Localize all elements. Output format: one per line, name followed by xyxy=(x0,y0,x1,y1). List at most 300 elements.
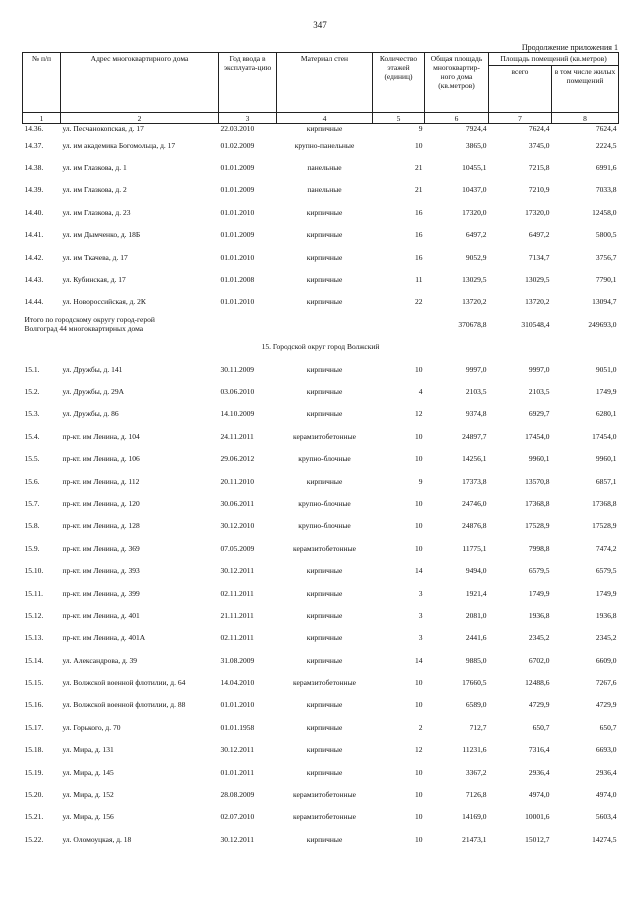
material-cell: крупно-блочные xyxy=(298,498,351,508)
table-row xyxy=(23,828,619,850)
table-row xyxy=(23,201,619,223)
living-area-cell: 6991,6 xyxy=(595,163,617,173)
row-number: 15.1. xyxy=(24,364,40,374)
premises-all-cell: 7210,9 xyxy=(528,185,550,195)
total-area-cell: 11775,1 xyxy=(462,543,487,553)
material-cell: керамзитобетонные xyxy=(293,812,356,822)
material-cell: кирпичные xyxy=(306,834,343,844)
total-area-cell: 3865,0 xyxy=(465,140,487,150)
premises-all-cell: 4729,9 xyxy=(528,700,550,710)
row-number: 15.20. xyxy=(24,790,44,800)
material-cell: крупно-блочные xyxy=(298,454,351,464)
living-area-cell: 6280,1 xyxy=(595,409,617,419)
row-number: 15.9. xyxy=(24,543,40,553)
material-cell: кирпичные xyxy=(306,700,343,710)
row-number: 15.18. xyxy=(24,745,44,755)
premises-all-cell: 17368,8 xyxy=(525,498,550,508)
address-cell: ул. Мира, д. 152 xyxy=(62,790,114,800)
living-area-cell: 9051,0 xyxy=(595,364,617,374)
address-cell: ул. им академика Богомольца, д. 17 xyxy=(62,140,176,150)
premises-all-cell: 7998,8 xyxy=(528,543,550,553)
floors-cell: 14 xyxy=(415,566,423,576)
row-number: 14.37. xyxy=(24,140,44,150)
material-cell: керамзитобетонные xyxy=(293,790,356,800)
year-cell: 01.01.2010 xyxy=(220,207,255,217)
year-cell: 02.07.2010 xyxy=(220,812,255,822)
row-number: 15.4. xyxy=(24,431,40,441)
table-row xyxy=(23,559,619,581)
row-number: 15.5. xyxy=(24,454,40,464)
living-area-cell: 17454,0 xyxy=(592,431,617,441)
premises-all-cell: 4974,0 xyxy=(528,790,550,800)
living-area-cell: 3756,7 xyxy=(595,252,617,262)
living-area-cell: 5603,4 xyxy=(595,812,617,822)
premises-all-cell: 6702,0 xyxy=(528,655,550,665)
address-cell: ул. Оломоуцкая, д. 18 xyxy=(62,834,132,844)
floors-cell: 9 xyxy=(418,476,423,486)
header-premises: Площадь помещений (кв.метров) xyxy=(489,53,619,66)
table-row xyxy=(23,671,619,693)
total-area-cell: 24897,7 xyxy=(462,431,487,441)
material-cell: кирпичные xyxy=(306,588,343,598)
year-cell: 14.10.2009 xyxy=(220,409,255,419)
floors-cell: 21 xyxy=(415,163,423,173)
material-cell: кирпичные xyxy=(306,364,343,374)
table-row xyxy=(23,156,619,178)
row-number: 14.42. xyxy=(24,252,44,262)
address-cell: пр-кт. им Ленина, д. 120 xyxy=(62,498,140,508)
living-area-cell: 14274,5 xyxy=(592,834,617,844)
living-area-cell: 5800,5 xyxy=(595,230,617,240)
floors-cell: 22 xyxy=(415,297,423,307)
header-address: Адрес многоквартирного дома xyxy=(61,53,219,113)
material-cell: кирпичные xyxy=(306,207,343,217)
premises-all-cell: 2936,4 xyxy=(528,767,550,777)
section-14-total xyxy=(23,313,619,358)
premises-all-cell: 7134,7 xyxy=(528,252,550,262)
living-area-cell: 7790,1 xyxy=(595,275,617,285)
total-area-cell: 10437,0 xyxy=(462,185,487,195)
table-row xyxy=(23,649,619,671)
total-area-cell: 9374,8 xyxy=(465,409,487,419)
header-year: Год ввода в эксплуата-цию xyxy=(219,53,277,113)
table-row xyxy=(23,492,619,514)
material-cell: кирпичные xyxy=(306,297,343,307)
premises-all-cell: 2345,2 xyxy=(528,633,550,643)
year-cell: 01.01.1958 xyxy=(220,722,255,732)
address-cell: ул. Дружбы, д. 141 xyxy=(62,364,123,374)
premises-all-cell: 15012,7 xyxy=(525,834,550,844)
total-area-cell: 9052,9 xyxy=(465,252,487,262)
total-area: 370678,8 xyxy=(458,319,487,329)
premises-all-cell: 12488,6 xyxy=(525,678,550,688)
table-row xyxy=(23,627,619,649)
address-cell: пр-кт. им Ленина, д. 128 xyxy=(62,521,140,531)
material-cell: панельные xyxy=(307,185,342,195)
year-cell: 28.08.2009 xyxy=(220,790,255,800)
total-area-cell: 24746,0 xyxy=(462,498,487,508)
table-row xyxy=(23,470,619,492)
year-cell: 30.12.2011 xyxy=(220,566,254,576)
table-row xyxy=(23,358,619,380)
table-row xyxy=(23,291,619,313)
year-cell: 22.03.2010 xyxy=(220,124,255,133)
year-cell: 29.06.2012 xyxy=(220,454,255,464)
row-number: 14.40. xyxy=(24,207,44,217)
page-number: 347 xyxy=(313,20,327,30)
row-number: 14.36. xyxy=(24,124,44,133)
floors-cell: 21 xyxy=(415,185,423,195)
premises-all-cell: 7316,4 xyxy=(528,745,550,755)
total-label xyxy=(23,313,425,335)
table-row xyxy=(23,604,619,626)
floors-cell: 16 xyxy=(415,230,423,240)
address-cell: ул. Волжской военной флотилии, д. 88 xyxy=(62,700,186,710)
address-cell: пр-кт. им Ленина, д. 104 xyxy=(62,431,140,441)
address-cell: пр-кт. им Ленина, д. 399 xyxy=(62,588,140,598)
premises-all-cell: 6579,5 xyxy=(528,566,550,576)
district-heading-row xyxy=(23,336,619,358)
housing-register-table xyxy=(22,52,619,851)
address-cell: ул. им Дымченко, д. 18Б xyxy=(62,230,141,240)
section-14-rows xyxy=(23,124,619,314)
floors-cell: 2 xyxy=(418,722,423,732)
row-number: 15.7. xyxy=(24,498,40,508)
floors-cell: 10 xyxy=(415,543,423,553)
living-area-cell: 7033,8 xyxy=(595,185,617,195)
column-number: 1 xyxy=(23,113,61,124)
material-cell: керамзитобетонные xyxy=(293,543,356,553)
header-floors: Количество этажей (единиц) xyxy=(373,53,425,113)
premises-all-cell: 7624,4 xyxy=(528,124,550,133)
table-row xyxy=(23,739,619,761)
table-row xyxy=(23,783,619,805)
total-label-line: Итого по городскому округу город-герой xyxy=(24,315,155,325)
table-row xyxy=(23,806,619,828)
header-all: всего xyxy=(489,66,552,113)
district-title: 15. Городской округ город Волжский xyxy=(261,342,380,352)
year-cell: 31.08.2009 xyxy=(220,655,255,665)
total-area-cell: 17373,8 xyxy=(462,476,487,486)
premises-all-cell: 2103,5 xyxy=(528,386,550,396)
address-cell: ул. им Глазкова, д. 23 xyxy=(62,207,131,217)
section-15-rows xyxy=(23,358,619,851)
total-area-cell: 1921,4 xyxy=(465,588,487,598)
living-area-cell: 4729,9 xyxy=(595,700,617,710)
row-number: 15.10. xyxy=(24,566,44,576)
address-cell: ул. Дружбы, д. 29А xyxy=(62,386,125,396)
total-area-cell: 13029,5 xyxy=(462,275,487,285)
total-area-cell: 17320,0 xyxy=(462,207,487,217)
material-cell: кирпичные xyxy=(306,386,343,396)
living-area-cell: 2224,5 xyxy=(595,140,617,150)
floors-cell: 10 xyxy=(415,812,423,822)
floors-cell: 10 xyxy=(415,140,423,150)
column-number: 3 xyxy=(219,113,277,124)
row-number: 15.6. xyxy=(24,476,40,486)
address-cell: ул. им Глазкова, д. 2 xyxy=(62,185,127,195)
address-cell: ул. Песчанокопская, д. 17 xyxy=(62,124,144,133)
total-area-cell: 14256,1 xyxy=(462,454,487,464)
living-area-cell: 7474,2 xyxy=(595,543,617,553)
address-cell: ул. Волжской военной флотилии, д. 64 xyxy=(62,678,186,688)
total-area-cell: 7126,8 xyxy=(465,790,487,800)
premises-all-cell: 13720,2 xyxy=(525,297,550,307)
floors-cell: 9 xyxy=(418,124,423,133)
premises-all-cell: 6929,7 xyxy=(528,409,550,419)
material-cell: кирпичные xyxy=(306,409,343,419)
row-number: 15.2. xyxy=(24,386,40,396)
row-number: 14.38. xyxy=(24,163,44,173)
table-row xyxy=(23,224,619,246)
total-row xyxy=(23,313,619,335)
table-row xyxy=(23,537,619,559)
total-area-cell: 712,7 xyxy=(469,722,487,732)
row-number: 15.3. xyxy=(24,409,40,419)
address-cell: пр-кт. им Ленина, д. 393 xyxy=(62,566,140,576)
address-cell: ул. Новороссийская, д. 2К xyxy=(62,297,146,307)
floors-cell: 3 xyxy=(418,588,423,598)
living-area-cell: 2936,4 xyxy=(595,767,617,777)
total-label-line: Волгоград 44 многоквартирных дома xyxy=(24,324,144,334)
floors-cell: 12 xyxy=(415,409,423,419)
address-cell: ул. им Ткачева, д. 17 xyxy=(62,252,128,262)
premises-all-cell: 7215,8 xyxy=(528,163,550,173)
column-number: 5 xyxy=(373,113,425,124)
material-cell: кирпичные xyxy=(306,610,343,620)
total-area-cell: 6589,0 xyxy=(465,700,487,710)
total-area-cell: 17660,5 xyxy=(462,678,487,688)
header-living: в том числе жилых помещений xyxy=(552,66,619,113)
table-row xyxy=(23,179,619,201)
total-area-cell: 11231,6 xyxy=(462,745,487,755)
floors-cell: 10 xyxy=(415,498,423,508)
living-area-cell: 17528,9 xyxy=(592,521,617,531)
column-number: 7 xyxy=(489,113,552,124)
total-area-cell: 14169,0 xyxy=(462,812,487,822)
premises-all-cell: 6497,2 xyxy=(528,230,550,240)
address-cell: пр-кт. им Ленина, д. 112 xyxy=(62,476,140,486)
material-cell: кирпичные xyxy=(306,275,343,285)
row-number: 14.41. xyxy=(24,230,44,240)
year-cell: 01.01.2010 xyxy=(220,252,255,262)
total-area-cell: 2441,6 xyxy=(465,633,487,643)
row-number: 15.11. xyxy=(24,588,43,598)
year-cell: 01.01.2011 xyxy=(220,767,254,777)
material-cell: керамзитобетонные xyxy=(293,431,356,441)
column-number: 8 xyxy=(552,113,619,124)
premises-all-cell: 17320,0 xyxy=(525,207,550,217)
material-cell: кирпичные xyxy=(306,476,343,486)
table-row xyxy=(23,716,619,738)
living-area-cell: 6857,1 xyxy=(595,476,617,486)
year-cell: 30.12.2010 xyxy=(220,521,255,531)
row-number: 15.13. xyxy=(24,633,44,643)
floors-cell: 10 xyxy=(415,790,423,800)
table-row xyxy=(23,134,619,156)
address-cell: ул. Кубинская, д. 17 xyxy=(62,275,126,285)
year-cell: 21.11.2011 xyxy=(220,610,254,620)
year-cell: 30.06.2011 xyxy=(220,498,254,508)
row-number: 15.17. xyxy=(24,722,44,732)
year-cell: 30.11.2009 xyxy=(220,364,254,374)
total-area-cell: 6497,2 xyxy=(465,230,487,240)
table-row xyxy=(23,246,619,268)
total-area-cell: 2081,0 xyxy=(465,610,487,620)
premises-all-cell: 1749,9 xyxy=(528,588,550,598)
total-area-cell: 10455,1 xyxy=(462,163,487,173)
row-number: 15.16. xyxy=(24,700,44,710)
table-row xyxy=(23,124,619,135)
table-row xyxy=(23,761,619,783)
address-cell: пр-кт. им Ленина, д. 106 xyxy=(62,454,140,464)
address-cell: ул. Мира, д. 145 xyxy=(62,767,114,777)
living-area-cell: 7267,6 xyxy=(595,678,617,688)
total-area-cell: 7924,4 xyxy=(465,124,487,133)
living-area-cell: 6579,5 xyxy=(595,566,617,576)
living-area-cell: 4974,0 xyxy=(595,790,617,800)
table-row xyxy=(23,515,619,537)
year-cell: 30.12.2011 xyxy=(220,834,254,844)
living-area-cell: 1749,9 xyxy=(595,588,617,598)
row-number: 15.15. xyxy=(24,678,44,688)
year-cell: 14.04.2010 xyxy=(220,678,255,688)
year-cell: 01.02.2009 xyxy=(220,140,255,150)
living-area-cell: 6609,0 xyxy=(595,655,617,665)
floors-cell: 16 xyxy=(415,207,423,217)
table-row xyxy=(23,268,619,290)
material-cell: кирпичные xyxy=(306,722,343,732)
floors-cell: 10 xyxy=(415,678,423,688)
total-area-cell: 9494,0 xyxy=(465,566,487,576)
total-area-cell: 21473,1 xyxy=(462,834,487,844)
premises-all-cell: 650,7 xyxy=(532,722,550,732)
address-cell: ул. им Глазкова, д. 1 xyxy=(62,163,127,173)
year-cell: 01.01.2010 xyxy=(220,700,255,710)
floors-cell: 14 xyxy=(415,655,423,665)
address-cell: ул. Горького, д. 70 xyxy=(62,722,121,732)
material-cell: кирпичные xyxy=(306,252,343,262)
year-cell: 24.11.2011 xyxy=(220,431,254,441)
material-cell: кирпичные xyxy=(306,124,343,133)
floors-cell: 16 xyxy=(415,252,423,262)
material-cell: крупно-блочные xyxy=(298,521,351,531)
material-cell: кирпичные xyxy=(306,633,343,643)
premises-all-cell: 9960,1 xyxy=(528,454,550,464)
address-cell: ул. Мира, д. 131 xyxy=(62,745,114,755)
living-area-cell: 6693,0 xyxy=(595,745,617,755)
total-area-cell: 9885,0 xyxy=(465,655,487,665)
total-all: 310548,4 xyxy=(521,319,550,329)
row-number: 15.8. xyxy=(24,521,40,531)
total-area-cell: 24876,8 xyxy=(462,521,487,531)
row-number: 15.22. xyxy=(24,834,44,844)
header-total-area: Общая площадь многоквартир-ного дома (кв.метров) xyxy=(425,53,489,113)
premises-all-cell: 17454,0 xyxy=(525,431,550,441)
table-row xyxy=(23,403,619,425)
material-cell: панельные xyxy=(307,163,342,173)
row-number: 15.19. xyxy=(24,767,44,777)
year-cell: 01.01.2008 xyxy=(220,275,255,285)
table-row xyxy=(23,582,619,604)
total-area-cell: 13720,2 xyxy=(462,297,487,307)
year-cell: 30.12.2011 xyxy=(220,745,254,755)
row-number: 14.43. xyxy=(24,275,44,285)
floors-cell: 10 xyxy=(415,834,423,844)
living-area-cell: 12458,0 xyxy=(592,207,617,217)
material-cell: кирпичные xyxy=(306,566,343,576)
year-cell: 02.11.2011 xyxy=(220,633,254,643)
year-cell: 01.01.2009 xyxy=(220,230,255,240)
living-area-cell: 2345,2 xyxy=(595,633,617,643)
column-number: 6 xyxy=(425,113,489,124)
floors-cell: 10 xyxy=(415,700,423,710)
year-cell: 01.01.2009 xyxy=(220,163,255,173)
material-cell: керамзитобетонные xyxy=(293,678,356,688)
premises-all-cell: 17528,9 xyxy=(525,521,550,531)
year-cell: 01.01.2009 xyxy=(220,185,255,195)
row-number: 15.14. xyxy=(24,655,44,665)
floors-cell: 3 xyxy=(418,633,423,643)
year-cell: 03.06.2010 xyxy=(220,386,255,396)
total-area-cell: 2103,5 xyxy=(465,386,487,396)
material-cell: кирпичные xyxy=(306,655,343,665)
premises-all-cell: 13029,5 xyxy=(525,275,550,285)
header-material: Материал стен xyxy=(277,53,373,113)
table-row xyxy=(23,425,619,447)
table-row xyxy=(23,447,619,469)
floors-cell: 3 xyxy=(418,610,423,620)
living-area-cell: 1749,9 xyxy=(595,386,617,396)
row-number: 14.39. xyxy=(24,185,44,195)
living-area-cell: 650,7 xyxy=(599,722,617,732)
address-cell: ул. Александрова, д. 39 xyxy=(62,655,138,665)
material-cell: кирпичные xyxy=(306,745,343,755)
premises-all-cell: 3745,0 xyxy=(528,140,550,150)
table-row xyxy=(23,694,619,716)
living-area-cell: 1936,8 xyxy=(595,610,617,620)
material-cell: кирпичные xyxy=(306,767,343,777)
year-cell: 01.01.2010 xyxy=(220,297,255,307)
table-row xyxy=(23,380,619,402)
address-cell: пр-кт. им Ленина, д. 369 xyxy=(62,543,140,553)
total-area-cell: 3367,2 xyxy=(465,767,487,777)
address-cell: ул. Мира, д. 156 xyxy=(62,812,114,822)
floors-cell: 10 xyxy=(415,767,423,777)
living-area-cell: 13094,7 xyxy=(592,297,617,307)
year-cell: 07.05.2009 xyxy=(220,543,255,553)
floors-cell: 12 xyxy=(415,745,423,755)
header-no: № п/п xyxy=(23,53,61,113)
premises-all-cell: 13570,8 xyxy=(525,476,550,486)
material-cell: крупно-панельные xyxy=(294,140,355,150)
living-area-cell: 17368,8 xyxy=(592,498,617,508)
living-area-cell: 7624,4 xyxy=(595,124,617,133)
total-living: 249693,0 xyxy=(588,319,617,329)
total-area-cell: 9997,0 xyxy=(465,364,487,374)
year-cell: 02.11.2011 xyxy=(220,588,254,598)
address-cell: ул. Дружбы, д. 86 xyxy=(62,409,119,419)
floors-cell: 10 xyxy=(415,521,423,531)
address-cell: пр-кт. им Ленина, д. 401А xyxy=(62,633,146,643)
floors-cell: 4 xyxy=(418,386,423,396)
column-number: 4 xyxy=(277,113,373,124)
premises-all-cell: 9997,0 xyxy=(528,364,550,374)
material-cell: кирпичные xyxy=(306,230,343,240)
continuation-note: Продолжение приложения 1 xyxy=(521,43,618,52)
column-number: 2 xyxy=(61,113,219,124)
address-cell: пр-кт. им Ленина, д. 401 xyxy=(62,610,140,620)
